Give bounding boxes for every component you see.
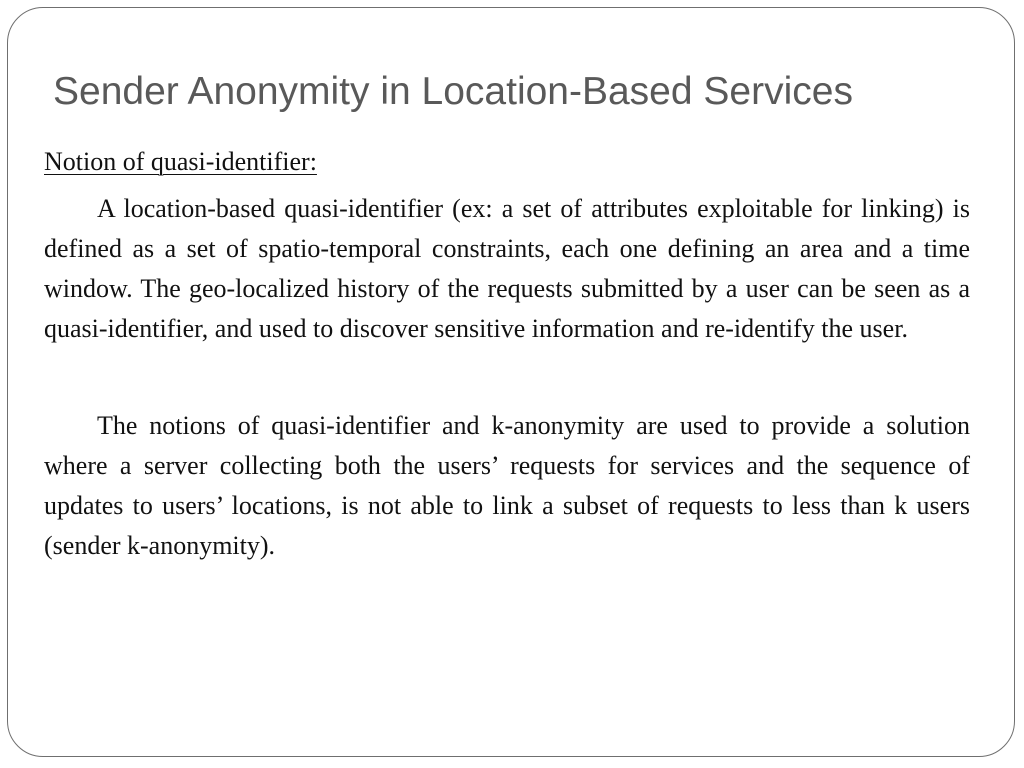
subheading: Notion of quasi-identifier: bbox=[44, 147, 317, 176]
paragraph-quasi-identifier: A location-based quasi-identifier (ex: a set of attributes exploitable for linking) is defined as a set of spatio-temporal constraints, each one defining an area and a time window. The geo-localized history of the requests submitted by a user can be seen as a quasi-identifier, and used to discover sensitive information and re-identify the user. bbox=[44, 194, 970, 343]
slide-title: Sender Anonymity in Location-Based Services bbox=[53, 70, 853, 113]
paragraph-k-anonymity: The notions of quasi-identifier and k-anonymity are used to provide a solution where a server collecting both the users’ requests for services and the sequence of updates to users’ locations, is not able to link a subset of requests to less than k users (sender k-anonymity). bbox=[44, 411, 970, 560]
slide-frame bbox=[7, 7, 1015, 757]
slide-body bbox=[44, 142, 970, 566]
